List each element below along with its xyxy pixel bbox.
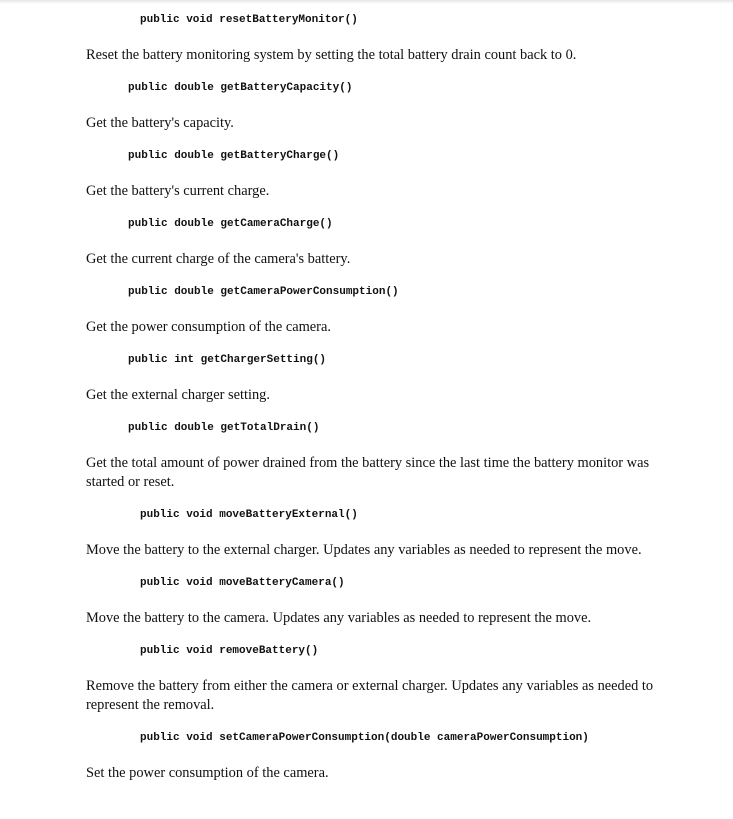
method-signature: public double getTotalDrain() [128,422,320,434]
method-signature: public void setCameraPowerConsumption(double cameraPowerConsumption) [140,732,589,744]
method-description: Reset the battery monitoring system by setting the total battery drain count back to 0. [86,47,577,63]
method-description: Move the battery to the camera. Updates any variables as needed to represent the move. [86,610,592,626]
method-description: Remove the battery from either the camera or external charger. Updates any variables as needed to represent the removal. [86,678,654,713]
method-signature: public double getBatteryCapacity() [128,82,353,94]
method-description: Get the battery's capacity. [86,115,234,131]
method-description: Get the external charger setting. [86,387,270,403]
method-description: Get the power consumption of the camera. [86,319,331,335]
method-signature: public double getCameraPowerConsumption() [128,286,399,298]
method-signature: public double getCameraCharge() [128,218,333,230]
method-description: Get the battery's current charge. [86,183,270,199]
method-signature: public int getChargerSetting() [128,354,327,366]
method-description: Set the power consumption of the camera. [86,765,329,781]
method-description: Move the battery to the external charger. Updates any variables as needed to represent the move. [86,542,642,558]
method-signature: public double getBatteryCharge() [128,150,340,162]
method-description: Get the total amount of power drained from the battery since the last time the battery monitor was started or reset. [86,455,650,490]
method-description: Get the current charge of the camera's battery. [86,251,351,267]
method-signature: public void moveBatteryCamera() [140,577,345,589]
method-signature: public void removeBattery() [140,645,319,657]
page-top-edge [0,0,733,4]
method-signature: public void resetBatteryMonitor() [140,14,358,26]
method-signature: public void moveBatteryExternal() [140,509,358,521]
